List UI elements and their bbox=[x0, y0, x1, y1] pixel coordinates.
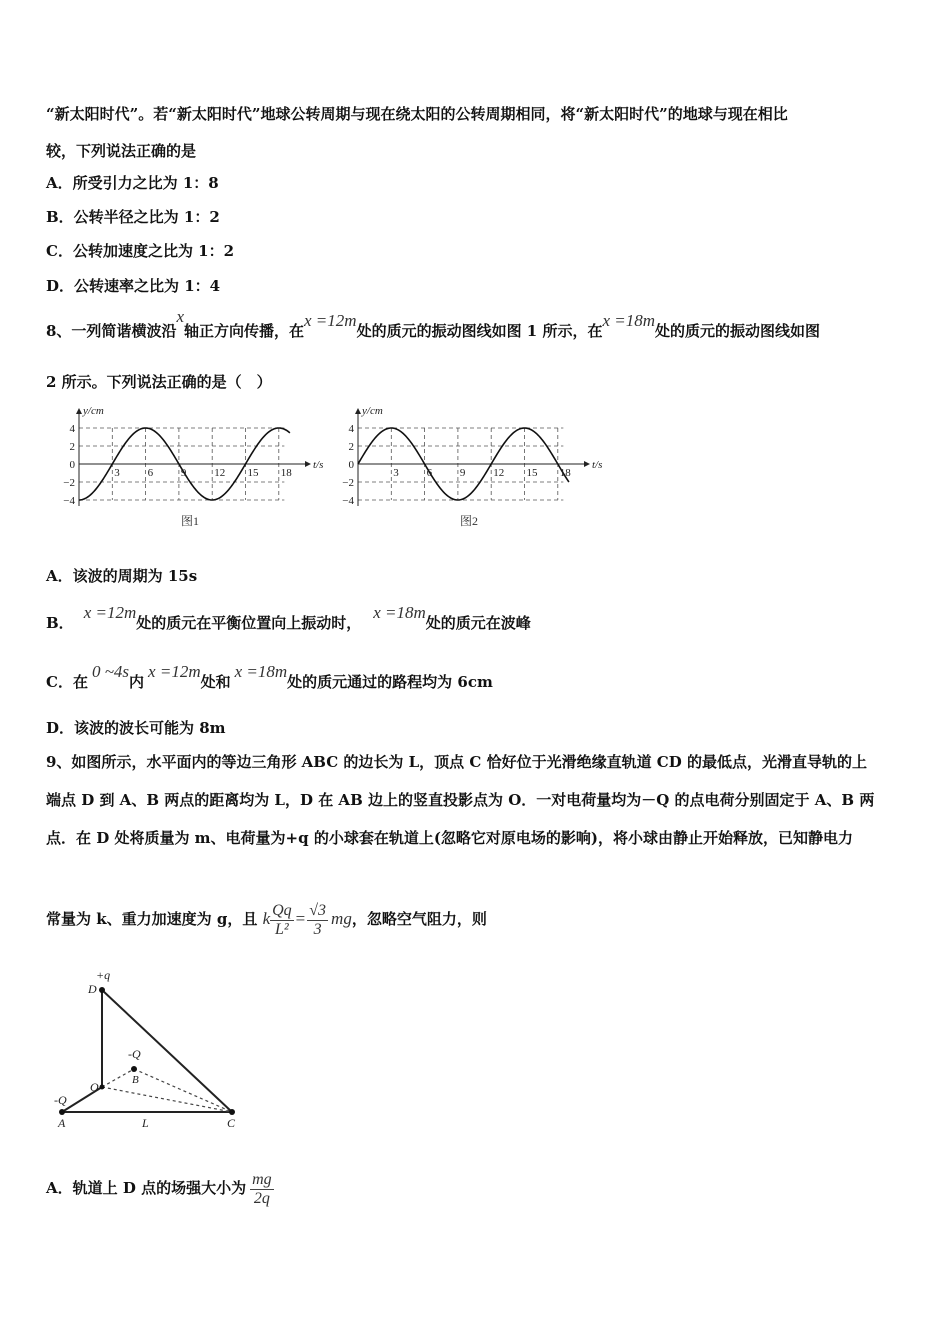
q8-stem-part3: 处的质元的振动图线如图 1 所示，在 bbox=[356, 322, 603, 340]
y-axis-label: y/cm bbox=[83, 405, 104, 417]
x-tick-label: 3 bbox=[393, 467, 399, 479]
q8-math-x: x bbox=[176, 307, 184, 326]
q8-option-d: D．该波的波长可能为 8m bbox=[46, 719, 226, 737]
y-tick-label: 0 bbox=[69, 459, 75, 471]
line-oc bbox=[102, 1087, 232, 1112]
q8-math-x18: x =18m bbox=[602, 311, 655, 330]
q8-option-b bbox=[46, 603, 531, 633]
q9-option-a-num: mg bbox=[252, 1170, 272, 1188]
y-tick-label: 4 bbox=[69, 423, 75, 435]
q8-option-c-math1: 0 ~4s bbox=[91, 662, 130, 681]
y-tick-label: 0 bbox=[348, 459, 354, 471]
y-tick-label: −4 bbox=[63, 495, 75, 507]
q8-math-x12: x =12m bbox=[304, 311, 357, 330]
q8-option-c bbox=[46, 662, 493, 692]
y-axis-label: y/cm bbox=[362, 405, 383, 417]
x-tick-label: 15 bbox=[526, 467, 538, 479]
q7-stem-line1: “新太阳时代”。若“新太阳时代”地球公转周期与现在绕太阳的公转周期相同，将“新太阳时代”的地球与现在相比 bbox=[46, 105, 788, 123]
line-bc bbox=[134, 1069, 232, 1112]
q8-vibration-figures bbox=[46, 400, 646, 530]
x-tick-label: 18 bbox=[280, 467, 292, 479]
x-axis-label: t/s bbox=[592, 459, 603, 471]
q8-stem-part2: 轴正方向传播，在 bbox=[184, 322, 305, 340]
q8-option-c-math3: x =18m bbox=[234, 662, 288, 681]
q7-option-d: D．公转速率之比为 1：4 bbox=[46, 277, 221, 295]
x-tick-label: 9 bbox=[180, 467, 187, 479]
x-tick-label: 12 bbox=[214, 467, 226, 479]
q7-stem-line2: 较，下列说法正确的是 bbox=[46, 142, 197, 160]
label-o: O bbox=[90, 1080, 99, 1094]
figure-caption: 图1 bbox=[180, 514, 200, 528]
label-minus-q-b: -Q bbox=[128, 1047, 141, 1061]
y-tick-label: −4 bbox=[342, 495, 354, 507]
q8-option-c-label: C．在 bbox=[46, 673, 88, 691]
q8-stem-line1 bbox=[46, 307, 821, 341]
q9-option-a-fraction bbox=[250, 1171, 274, 1208]
q8-option-b-math1: x =12m bbox=[83, 603, 137, 622]
label-b: B bbox=[132, 1074, 139, 1086]
q8-option-c-text1: 内 bbox=[129, 673, 145, 691]
q8-option-b-label: B． bbox=[46, 614, 74, 632]
label-minus-q-a: -Q bbox=[54, 1093, 67, 1107]
x-tick-label: 15 bbox=[247, 467, 259, 479]
q9-eq-den2: 3 bbox=[313, 920, 322, 938]
x-tick-label: 9 bbox=[459, 467, 466, 479]
label-plus-q: +q bbox=[96, 968, 111, 982]
q8-stem-line2: 2 所示。下列说法正确的是（ ） bbox=[46, 373, 272, 391]
y-tick-label: −2 bbox=[63, 477, 75, 489]
point-d bbox=[99, 987, 105, 993]
point-c bbox=[229, 1109, 235, 1115]
q9-stem-line3: 点．在 D 处将质量为 m、电荷量为+q 的小球套在轨道上(忽略它对原电场的影响)，将小球由静止开始释放，已知静电力 bbox=[46, 829, 854, 847]
q9-eq-equals: = bbox=[295, 909, 306, 928]
label-d: D bbox=[88, 982, 97, 996]
x-tick-label: 12 bbox=[493, 467, 505, 479]
q8-option-b-math2: x =18m bbox=[373, 603, 426, 622]
q8-option-c-text3: 处的质元通过的路程均为 6cm bbox=[287, 673, 493, 691]
figure-caption: 图2 bbox=[459, 514, 479, 528]
x-tick-label: 6 bbox=[147, 467, 154, 479]
y-tick-label: 2 bbox=[348, 441, 354, 453]
q8-stem-part1: 8、一列简谐横波沿 bbox=[46, 322, 177, 340]
y-tick-label: 4 bbox=[348, 423, 354, 435]
q9-eq-num: Qq bbox=[272, 901, 292, 919]
q9-option-a bbox=[46, 1160, 274, 1216]
x-axis-arrow bbox=[584, 461, 590, 467]
line-ob bbox=[102, 1069, 134, 1087]
label-l: L bbox=[142, 1116, 149, 1130]
x-tick-label: 6 bbox=[426, 467, 433, 479]
label-c: C bbox=[227, 1116, 236, 1130]
point-b bbox=[131, 1066, 137, 1072]
q7-option-c: C．公转加速度之比为 1：2 bbox=[46, 242, 235, 260]
y-tick-label: 2 bbox=[69, 441, 75, 453]
point-o bbox=[100, 1085, 105, 1090]
q8-option-b-text1: 处的质元在平衡位置向上振动时， bbox=[136, 614, 362, 632]
q9-stem-part-a: 常量为 k、重力加速度为 g，且 bbox=[46, 910, 258, 928]
q8-stem-part4: 处的质元的振动图线如图 bbox=[655, 322, 821, 340]
q7-option-a: A．所受引力之比为 1：8 bbox=[46, 174, 219, 192]
q9-eq-k: k bbox=[262, 909, 271, 928]
q9-eq-fraction-sqrt3 bbox=[307, 902, 328, 939]
rail-cd bbox=[102, 990, 232, 1112]
q9-eq-mg: mg bbox=[331, 909, 352, 928]
q8-option-a: A．该波的周期为 15s bbox=[46, 567, 198, 585]
q9-stem-line2: 端点 D 到 A、B 两点的距离均为 L，D 在 AB 边上的竖直投影点为 O．一对电荷量均为－Q 的点电荷分别固定于 A、B 两 bbox=[46, 791, 875, 809]
q8-option-b-text2: 处的质元在波峰 bbox=[425, 614, 531, 632]
q9-eq-fraction-qq bbox=[270, 902, 294, 939]
q9-stem-line4 bbox=[46, 892, 487, 946]
y-tick-label: −2 bbox=[342, 477, 354, 489]
q8-option-c-text2: 处和 bbox=[200, 673, 231, 691]
q9-option-a-text: A．轨道上 D 点的场强大小为 bbox=[46, 1179, 247, 1197]
x-tick-label: 3 bbox=[114, 467, 120, 479]
q9-eq-num2: √3 bbox=[309, 901, 327, 919]
y-axis-arrow bbox=[355, 408, 361, 414]
x-axis-label: t/s bbox=[313, 459, 324, 471]
y-axis-arrow bbox=[76, 408, 82, 414]
q7-option-b: B．公转半径之比为 1：2 bbox=[46, 208, 220, 226]
q8-option-c-math2: x =12m bbox=[148, 662, 201, 681]
q9-stem-part-b: ，忽略空气阻力，则 bbox=[351, 910, 487, 928]
point-a bbox=[59, 1109, 65, 1115]
q9-triangle-figure bbox=[46, 965, 246, 1135]
q9-option-a-den: 2q bbox=[253, 1189, 270, 1207]
x-tick-label: 18 bbox=[559, 467, 571, 479]
q9-stem-line1: 9、如图所示，水平面内的等边三角形 ABC 的边长为 L，顶点 C 恰好位于光滑绝缘直轨道 CD 的最低点，光滑直导轨的上 bbox=[46, 753, 867, 771]
label-a: A bbox=[58, 1116, 66, 1130]
q9-eq-den: L² bbox=[275, 920, 289, 938]
x-axis-arrow bbox=[305, 461, 311, 467]
